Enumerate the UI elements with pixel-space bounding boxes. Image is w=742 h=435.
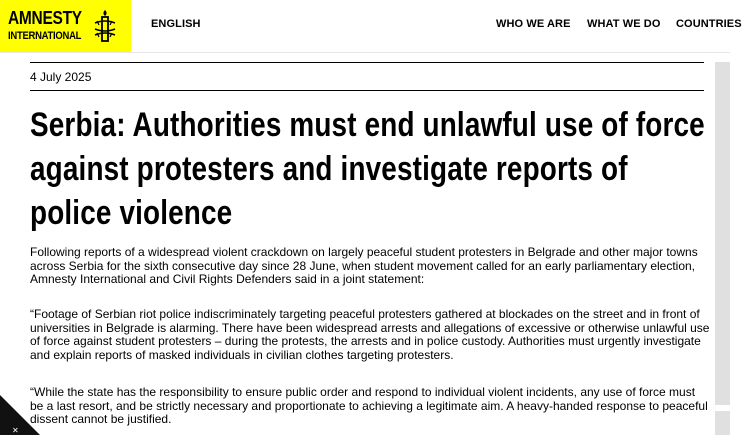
svg-text:✕: ✕: [12, 426, 19, 435]
nav-who-we-are[interactable]: WHO WE ARE: [496, 18, 571, 30]
site-header: [0, 0, 742, 53]
amnesty-logo[interactable]: [0, 0, 131, 52]
article-paragraph: “While the state has the responsibility to ensure public order and respond to individual violent incidents, any use of force must be a last resort, and be strictly necessary and proportionate to achieving a legitimate aim. A heavy-handed response to peaceful dissent cannot be justified.: [30, 385, 708, 426]
logo-wordmark-line2: INTERNATIONAL: [8, 30, 82, 42]
article-date: 4 July 2025: [30, 70, 92, 84]
scrollbar-track[interactable]: [715, 62, 730, 435]
article-paragraph: Following reports of a widespread violent crackdown on largely peaceful student protesters in Belgrade and other major towns across Serbia for the sixth consecutive day since 28 June, when student movement called for an early parliamentary election, Amnesty International and Civil Rights Defenders said in a joint statement:: [30, 245, 698, 286]
article-title: Serbia: Authorities must end unlawful use of force against protesters and investigate reports of police violence: [30, 106, 705, 232]
nav-what-we-do[interactable]: WHAT WE DO: [587, 18, 661, 30]
language-selector[interactable]: ENGLISH: [151, 18, 201, 30]
candle-barbed-wire-icon: [92, 9, 118, 43]
corner-triangle-icon[interactable]: [0, 395, 40, 435]
scrollbar-gap: [715, 405, 730, 411]
article-date-bar: [30, 62, 704, 91]
nav-countries[interactable]: COUNTRIES: [676, 18, 742, 30]
article-paragraph: “Footage of Serbian riot police indiscriminately targeting peaceful protesters gathered at blockades on the street and in front of universities in Belgrade is alarming. There have been widespread arrests and allegations of excessive or otherwise unlawful use of force against student protesters – during the protests, the arrests and in police custody. Authorities must urgently investigate and explain reports of masked individuals in civilian clothes targeting protesters.: [30, 307, 710, 362]
logo-wordmark-line1: AMNESTY: [8, 8, 82, 28]
